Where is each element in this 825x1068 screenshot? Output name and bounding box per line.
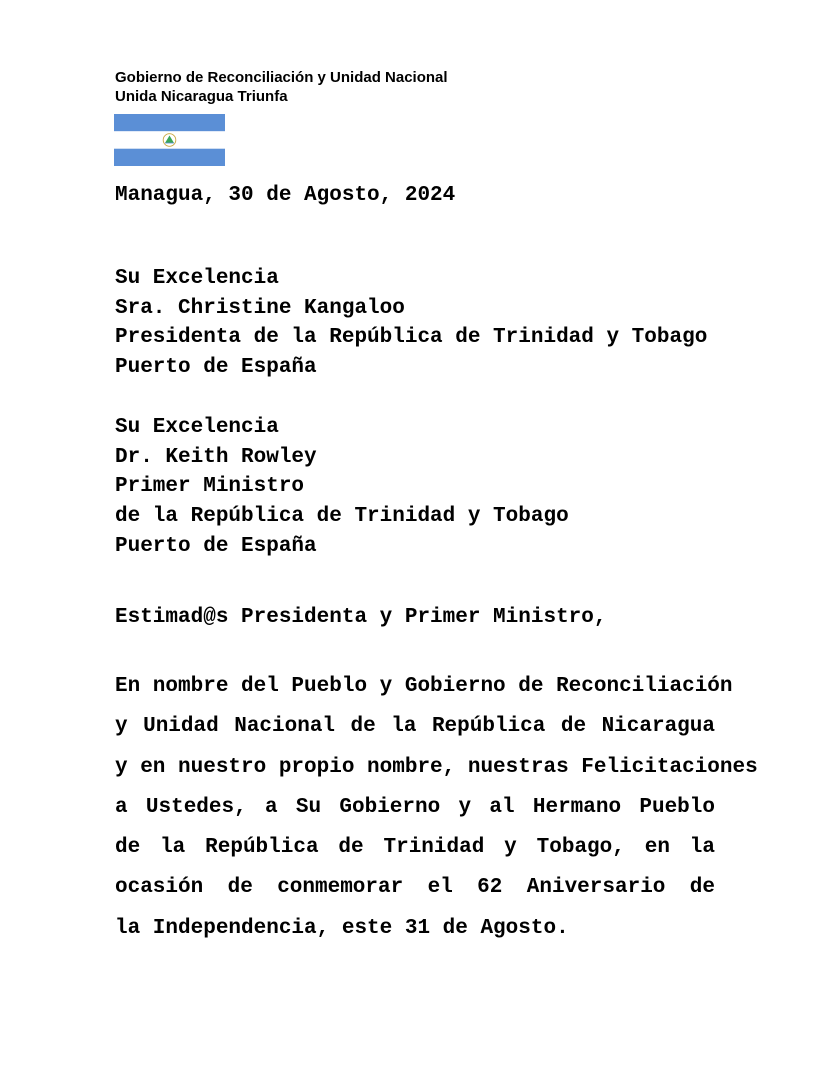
recipient-pm-title: Primer Ministro xyxy=(115,475,305,499)
letterhead xyxy=(115,68,448,106)
recipient-president-block xyxy=(115,264,707,383)
recipient-president-title: Presidenta de la República de Trinidad y Tobago xyxy=(115,326,708,350)
body-line: En nombre del Pueblo y Gobierno de Reconciliación xyxy=(115,675,733,698)
recipient-pm-name: Dr. Keith Rowley xyxy=(115,445,317,469)
body-line: a Ustedes, a Su Gobierno y al Hermano Pueblo xyxy=(115,795,715,819)
body-line: de la República de Trinidad y Tobago, en la xyxy=(115,836,715,860)
recipient-prime-minister-block xyxy=(115,413,569,562)
letter-salutation: Estimad@s Presidenta y Primer Ministro, xyxy=(115,606,607,629)
body-line: la Independencia, este 31 de Agosto. xyxy=(115,916,569,940)
letter-body xyxy=(115,667,758,949)
recipient-president-city: Puerto de España xyxy=(115,356,317,380)
body-line: ocasión de conmemorar el 62 Aniversario de xyxy=(115,876,715,900)
nicaragua-flag xyxy=(114,114,225,166)
recipient-pm-city: Puerto de España xyxy=(115,534,317,558)
recipient-pm-country: de la República de Trinidad y Tobago xyxy=(115,505,569,529)
recipient-pm-honorific: Su Excelencia xyxy=(115,416,279,439)
letterhead-government-name: Gobierno de Reconciliación y Unidad Nacional xyxy=(115,69,448,86)
body-line: y en nuestro propio nombre, nuestras Felicitaciones xyxy=(115,755,758,779)
recipient-president-honorific: Su Excelencia xyxy=(115,267,279,290)
letter-date: Managua, 30 de Agosto, 2024 xyxy=(115,184,456,207)
letterhead-slogan: Unida Nicaragua Triunfa xyxy=(115,88,288,105)
recipient-president-name: Sra. Christine Kangaloo xyxy=(115,296,405,320)
body-line: y Unidad Nacional de la República de Nicaragua xyxy=(115,715,715,739)
